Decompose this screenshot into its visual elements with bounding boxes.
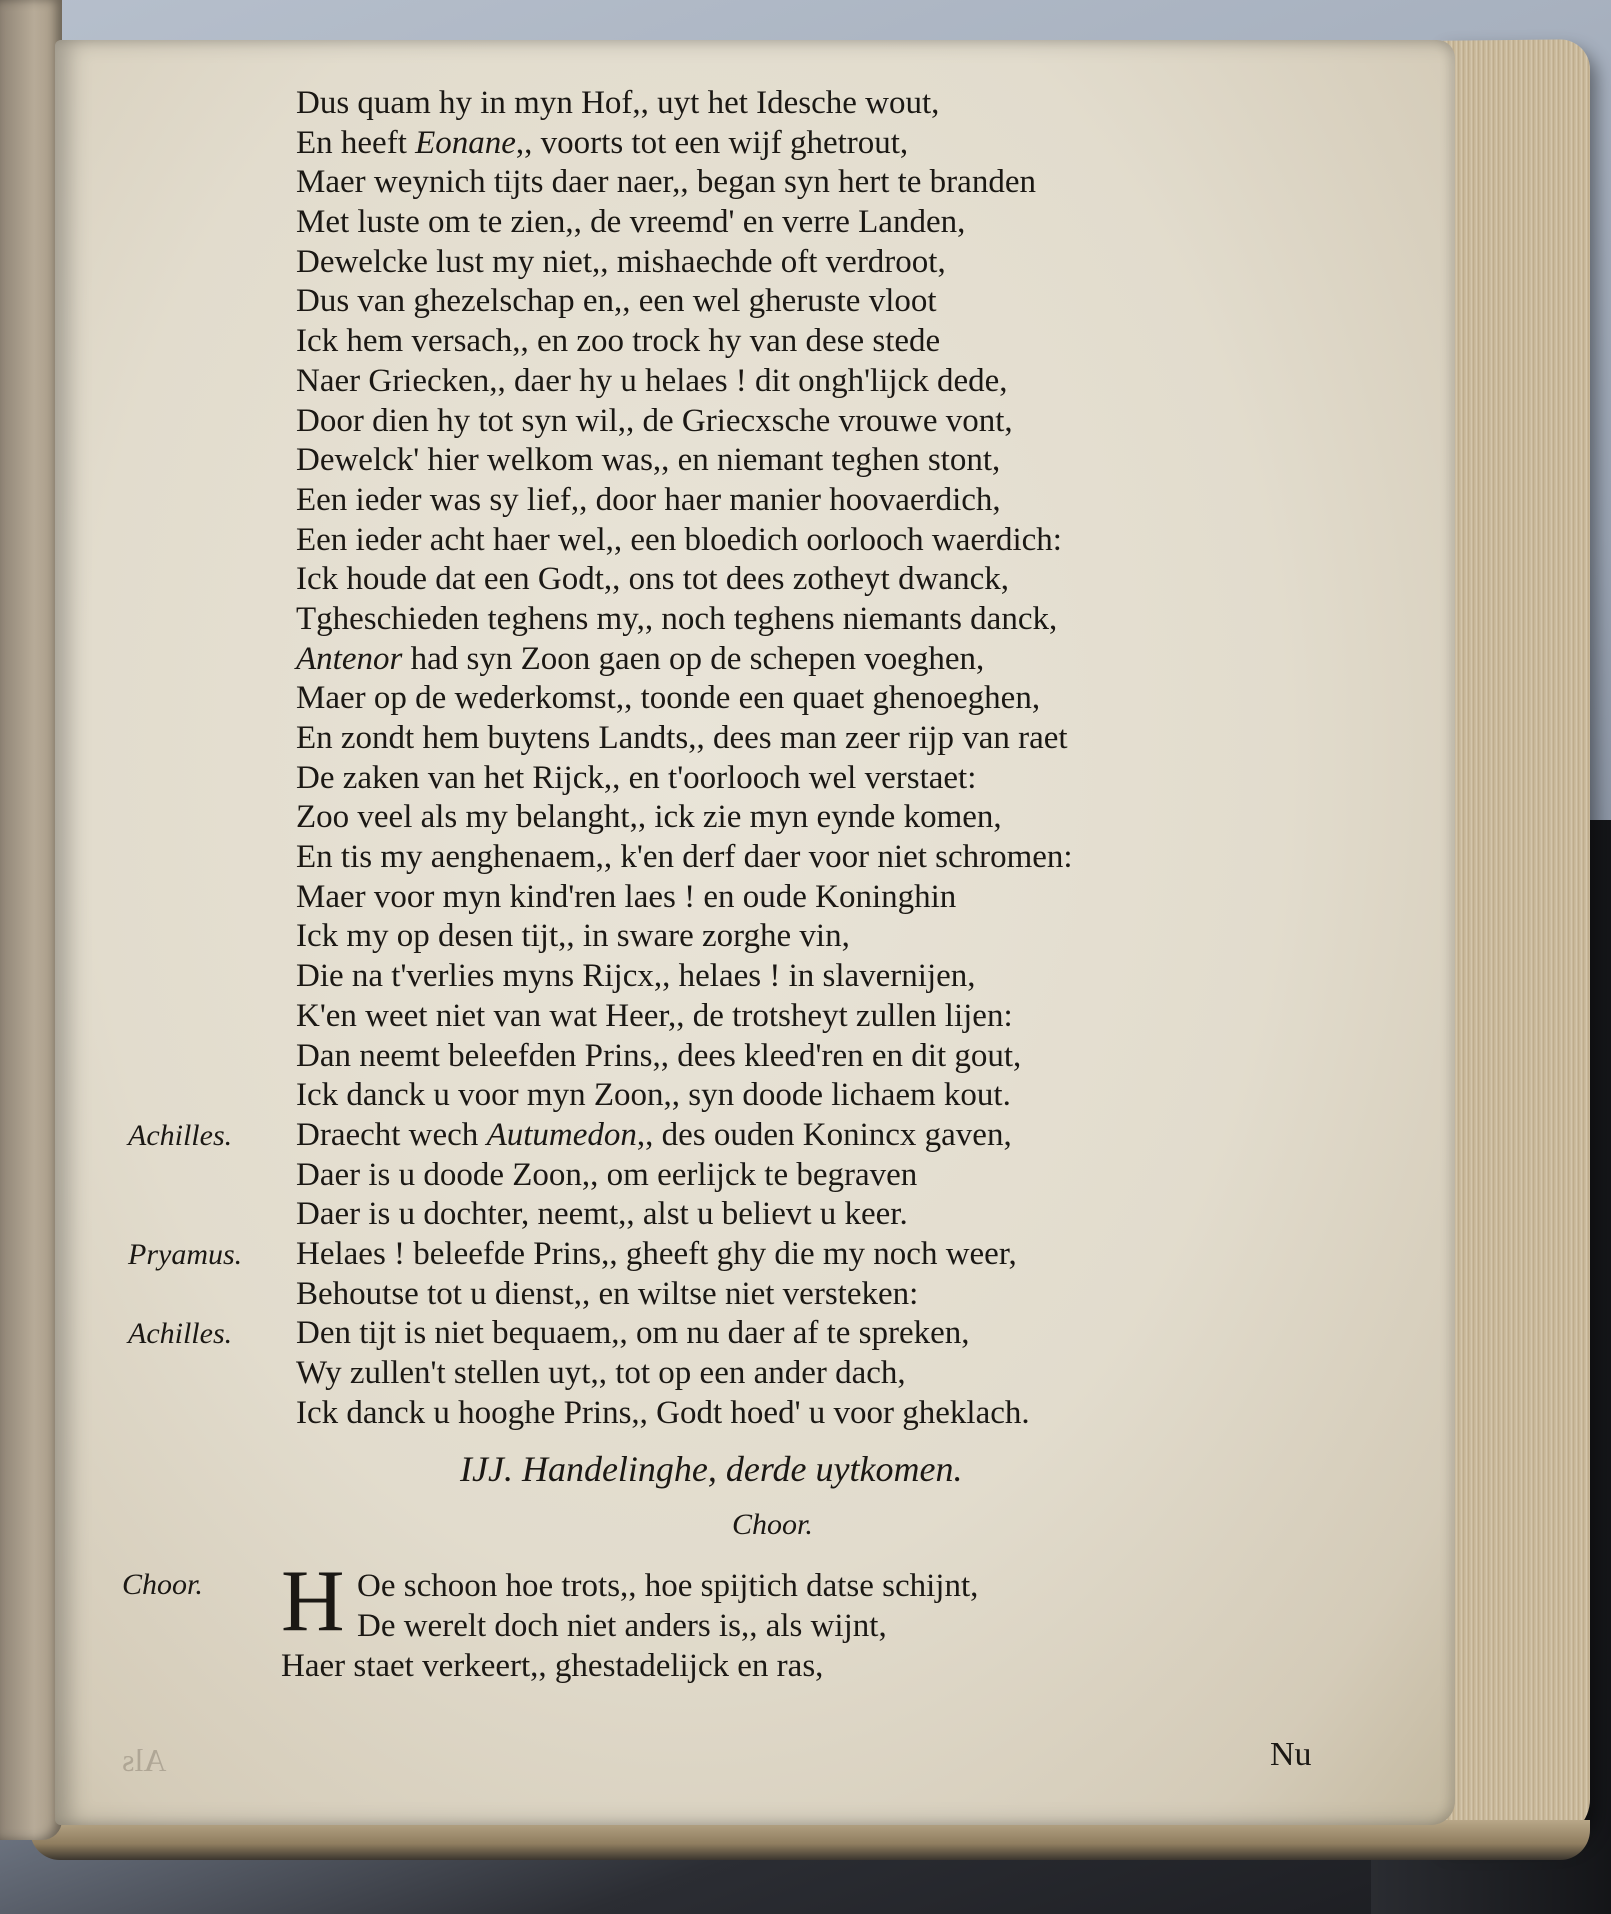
verse-line	[128, 1314, 1436, 1354]
verse-line	[296, 878, 1436, 918]
page-block-edges	[1440, 39, 1590, 1841]
verse-line	[296, 1394, 1436, 1434]
verse-line	[296, 679, 1436, 719]
verse-text: Draecht wech	[296, 1116, 487, 1153]
verse-line	[128, 1116, 1436, 1156]
verse-line	[296, 282, 1436, 322]
drop-capital: H	[281, 1553, 345, 1650]
verse-text: K'en weet niet van wat Heer,, de trotsheyt zullen lijen:	[296, 997, 1013, 1034]
verse-line	[296, 481, 1436, 521]
verse-line	[296, 1076, 1436, 1116]
verse-text: En tis my aenghenaem,, k'en derf daer voor niet schromen:	[296, 839, 1073, 876]
verse-line	[296, 798, 1436, 838]
chorus-line: De werelt doch niet anders is,, als wijnt,	[357, 1608, 887, 1644]
book-bottom-edge	[30, 1820, 1590, 1860]
catchword: Nu	[1270, 1736, 1312, 1773]
speaker-label: Achilles.	[128, 1118, 233, 1152]
verse-line	[296, 362, 1436, 402]
verse-line	[296, 957, 1436, 997]
verse-line	[128, 1235, 1436, 1275]
verse-line	[296, 1195, 1436, 1235]
verse-text: Die na t'verlies myns Rijcx,, helaes ! in slavernijen,	[296, 958, 976, 995]
chorus-line: Oe schoon hoe trots,, hoe spijtich datse schijnt,	[357, 1568, 979, 1604]
verse-text: Ick my op desen tijt,, in sware zorghe vin,	[296, 918, 850, 955]
verse-text: Daer is u dochter, neemt,, alst u believt u keer.	[296, 1196, 908, 1233]
verse-line	[296, 997, 1436, 1037]
verse-text: Ick danck u voor myn Zoon,, syn doode lichaem kout.	[296, 1077, 1011, 1114]
verse-text: Tgheschieden teghens my,, noch teghens niemants danck,	[296, 600, 1058, 637]
section-heading: IJJ. Handelinghe, derde uytkomen.	[460, 1449, 963, 1489]
verse-text: Maer op de wederkomst,, toonde een quaet ghenoeghen,	[296, 680, 1041, 717]
verse-line	[296, 124, 1436, 164]
verse-text: Een ieder was sy lief,, door haer manier hoovaerdich,	[296, 481, 1001, 518]
proper-name: Eonane	[415, 124, 516, 161]
verse-line	[296, 917, 1436, 957]
verse-line	[296, 1156, 1436, 1196]
proper-name: Autumedon	[486, 1116, 637, 1153]
verse-line	[296, 441, 1436, 481]
proper-name: Antenor	[296, 640, 403, 677]
verse-text: Daer is u doode Zoon,, om eerlijck te begraven	[296, 1156, 918, 1193]
verse-text: Dus van ghezelschap en,, een wel gheruste vloot	[296, 283, 937, 320]
verse-line	[296, 402, 1436, 442]
verse-line	[296, 1037, 1436, 1077]
verse-line	[296, 163, 1436, 203]
verse-text: En heeft	[296, 124, 416, 161]
verse-line	[296, 600, 1436, 640]
chorus-line: Haer staet verkeert,, ghestadelijck en ras,	[281, 1648, 824, 1684]
facing-page-edge	[0, 0, 62, 1840]
verse-text: Door dien hy tot syn wil,, de Griecxsche vrouwe vont,	[296, 402, 1013, 439]
verse-line	[296, 560, 1436, 600]
verse-line	[296, 203, 1436, 243]
verse-line	[296, 759, 1436, 799]
verse-text: ,, voorts tot een wijf ghetrout,	[515, 124, 909, 161]
verse-line	[296, 84, 1436, 124]
verse-text: Met luste om te zien,, de vreemd' en verre Landen,	[296, 204, 966, 241]
verse-text: Helaes ! beleefde Prins,, gheeft ghy die my noch weer,	[296, 1235, 1017, 1272]
chorus-block	[281, 1566, 978, 1686]
verse-line	[296, 521, 1436, 561]
verse-text: Dus quam hy in myn Hof,, uyt het Idesche wout,	[296, 85, 940, 121]
verse-line	[296, 322, 1436, 362]
verse-text: Behoutse tot u dienst,, en wiltse niet versteken:	[296, 1275, 919, 1312]
verse-line	[296, 719, 1436, 759]
verse-block	[128, 84, 1436, 1433]
verse-text: Ick danck u hooghe Prins,, Godt hoed' u voor gheklach.	[296, 1394, 1030, 1431]
verse-text: Maer voor myn kind'ren laes ! en oude Koninghin	[296, 878, 957, 915]
chorus-title: Choor.	[732, 1508, 813, 1541]
verse-text: En zondt hem buytens Landts,, dees man zeer rijp van raet	[296, 720, 1068, 756]
verse-text: had syn Zoon gaen op de schepen voeghen,	[402, 640, 985, 677]
verse-line	[296, 1275, 1436, 1315]
verse-line	[296, 1354, 1436, 1394]
speaker-label: Achilles.	[128, 1317, 233, 1351]
verse-text: ,, des ouden Konincx gaven,	[636, 1116, 1012, 1153]
verse-text: Wy zullen't stellen uyt,, tot op een ander dach,	[296, 1355, 906, 1391]
speaker-label: Pryamus.	[128, 1237, 243, 1271]
verse-text: Maer weynich tijts daer naer,, began syn hert te branden	[296, 164, 1036, 201]
verse-line	[296, 243, 1436, 283]
verse-text: Naer Griecken,, daer hy u helaes ! dit ongh'lijck dede,	[296, 362, 1008, 399]
verse-text: Dan neemt beleefden Prins,, dees kleed'ren en dit gout,	[296, 1037, 1022, 1074]
verse-text: De zaken van het Rijck,, en t'oorlooch wel verstaet:	[296, 759, 977, 796]
verse-text: Den tijt is niet bequaem,, om nu daer af te spreken,	[296, 1315, 970, 1352]
verse-text: Ick houde dat een Godt,, ons tot dees zotheyt dwanck,	[296, 561, 1009, 598]
verse-text: Ick hem versach,, en zoo trock hy van dese stede	[296, 323, 941, 360]
verse-text: Dewelcke lust my niet,, mishaechde oft verdroot,	[296, 243, 946, 280]
verse-text: Een ieder acht haer wel,, een bloedich oorlooch waerdich:	[296, 521, 1062, 558]
chorus-speaker-label: Choor.	[122, 1568, 203, 1601]
verse-line	[296, 640, 1436, 680]
verse-text: Dewelck' hier welkom was,, en niemant teghen stont,	[296, 442, 1001, 479]
verse-text: Zoo veel als my belanght,, ick zie myn eynde komen,	[296, 799, 1002, 836]
verso-catchword-show-through: Als	[122, 1742, 167, 1778]
verse-line	[296, 838, 1436, 878]
